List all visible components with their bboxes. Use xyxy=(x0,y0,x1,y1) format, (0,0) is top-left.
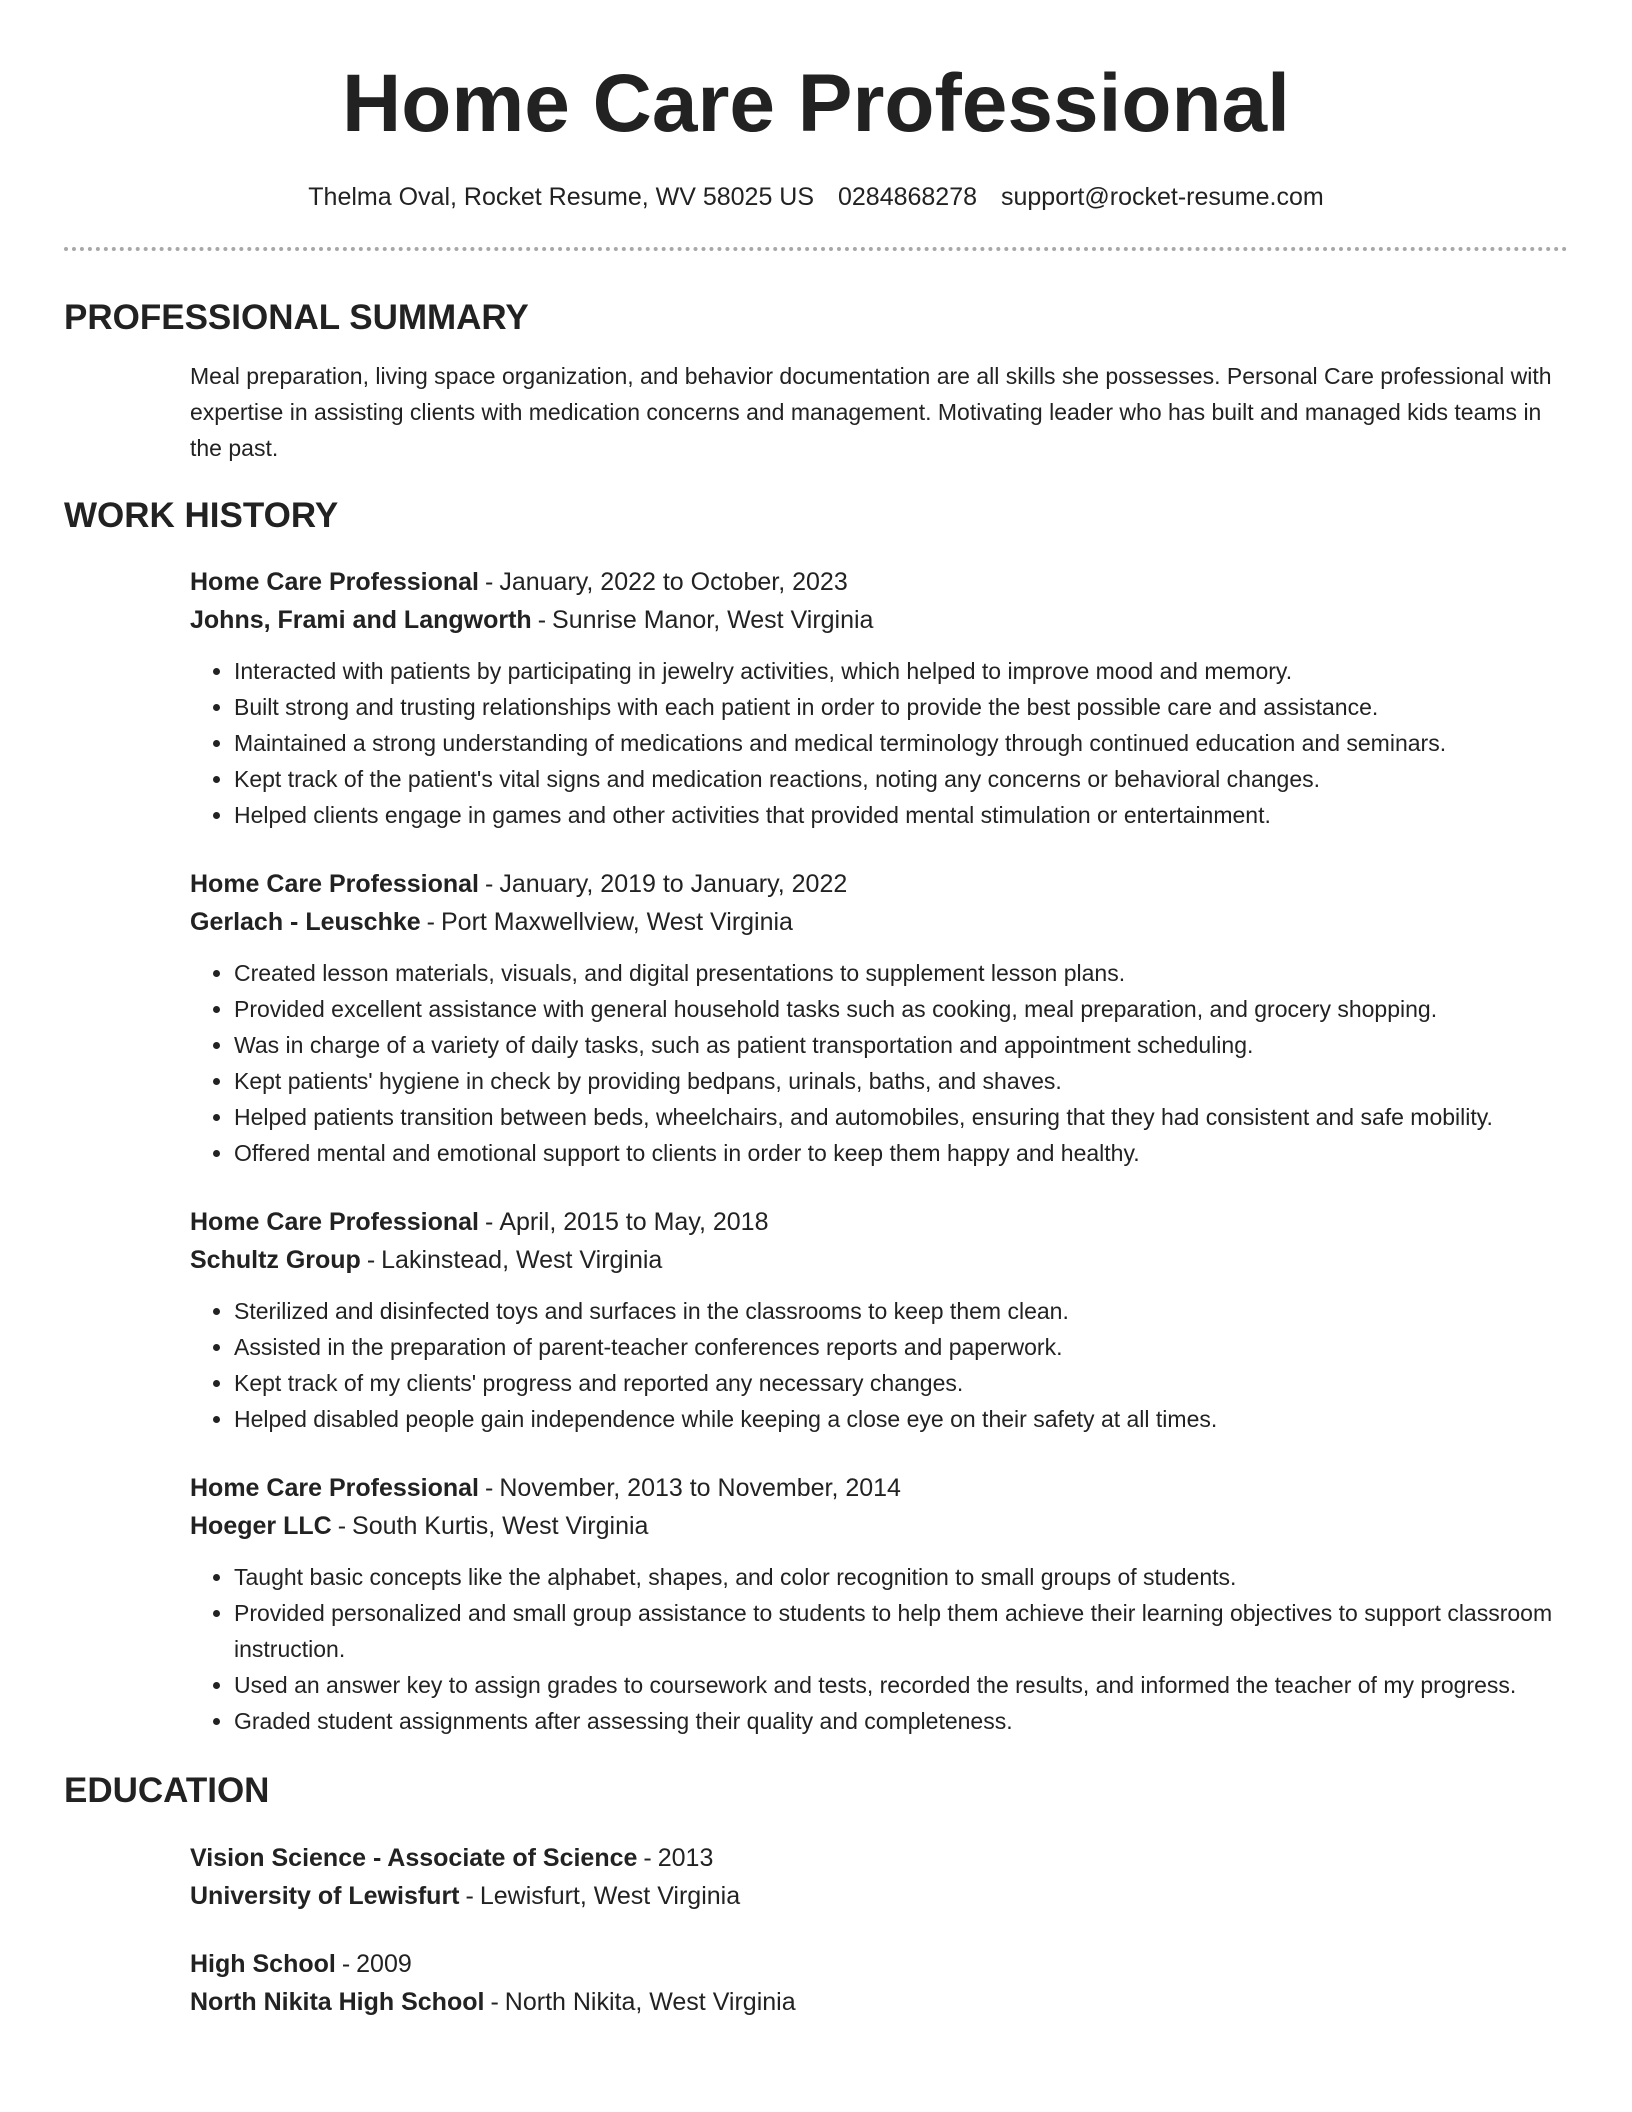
job-location: Sunrise Manor, West Virginia xyxy=(552,606,874,634)
job-entry xyxy=(190,1469,1568,1739)
education-location: North Nikita, West Virginia xyxy=(504,1988,796,2016)
job-bullet: • Created lesson materials, visuals, and digital presentations to supplement lesson plans. xyxy=(234,955,1568,991)
education-school: North Nikita High School xyxy=(190,1988,485,2016)
job-role: Home Care Professional xyxy=(190,1208,479,1236)
job-company-line: Johns, Frami and Langworth - Sunrise Manor, West Virginia xyxy=(190,606,874,634)
job-company-line: Hoeger LLC - South Kurtis, West Virginia xyxy=(190,1512,649,1540)
job-bullet: • Helped clients engage in games and other activities that provided mental stimulation or entertainment. xyxy=(234,797,1568,833)
job-bullet: • Graded student assignments after assessing their quality and completeness. xyxy=(234,1703,1568,1739)
contact-phone: 0284868278 xyxy=(837,183,978,211)
resume-page xyxy=(64,0,1568,2021)
education-school: University of Lewisfurt xyxy=(190,1882,460,1910)
contact-line xyxy=(64,181,1568,213)
education-entry xyxy=(190,1839,1568,1915)
job-bullet: • Interacted with patients by participating in jewelry activities, which helped to improve mood and memory. xyxy=(234,653,1568,689)
education-list xyxy=(190,1839,1568,2021)
job-company: Johns, Frami and Langworth xyxy=(190,606,532,634)
job-company: Hoeger LLC xyxy=(190,1512,332,1540)
job-company-line: Schultz Group - Lakinstead, West Virginia xyxy=(190,1246,663,1274)
education-degree-line: Vision Science - Associate of Science - 2013 xyxy=(190,1844,714,1872)
job-bullet: • Kept patients' hygiene in check by providing bedpans, urinals, baths, and shaves. xyxy=(234,1063,1568,1099)
education-school-line: North Nikita High School - North Nikita, West Virginia xyxy=(190,1988,796,2016)
job-role: Home Care Professional xyxy=(190,870,479,898)
job-bullets xyxy=(190,1559,1568,1739)
job-company-line: Gerlach - Leuschke - Port Maxwellview, West Virginia xyxy=(190,908,793,936)
job-role: Home Care Professional xyxy=(190,568,479,596)
job-bullets xyxy=(190,653,1568,833)
contact-email: support@rocket-resume.com xyxy=(1000,183,1324,211)
header-divider xyxy=(64,247,1568,251)
job-company: Gerlach - Leuschke xyxy=(190,908,421,936)
job-dates: April, 2015 to May, 2018 xyxy=(499,1208,769,1236)
job-entry xyxy=(190,865,1568,1171)
job-title-line: Home Care Professional - January, 2022 to October, 2023 xyxy=(190,568,848,596)
job-location: South Kurtis, West Virginia xyxy=(352,1512,649,1540)
job-bullet: • Helped patients transition between beds, wheelchairs, and automobiles, ensuring that they had consistent and safe mobility. xyxy=(234,1099,1568,1135)
education-location: Lewisfurt, West Virginia xyxy=(479,1882,741,1910)
education-year: 2009 xyxy=(356,1950,412,1978)
job-bullets xyxy=(190,1293,1568,1437)
job-title-line: Home Care Professional - April, 2015 to May, 2018 xyxy=(190,1208,769,1236)
education-heading: EDUCATION xyxy=(64,1771,270,1810)
job-bullet: • Kept track of my clients' progress and reported any necessary changes. xyxy=(234,1365,1568,1401)
education-entry xyxy=(190,1945,1568,2021)
resume-name: Home Care Professional xyxy=(342,58,1290,149)
job-location: Port Maxwellview, West Virginia xyxy=(440,908,793,936)
education-year: 2013 xyxy=(657,1844,714,1872)
work-history-heading: WORK HISTORY xyxy=(64,496,339,535)
job-bullets xyxy=(190,955,1568,1171)
job-bullet: • Provided personalized and small group assistance to students to help them achieve their learning objectives to support classroom instruction. xyxy=(234,1595,1568,1667)
job-dates: January, 2019 to January, 2022 xyxy=(499,870,848,898)
education-degree: Vision Science - Associate of Science xyxy=(190,1844,638,1872)
job-bullet: • Offered mental and emotional support to clients in order to keep them happy and healthy. xyxy=(234,1135,1568,1171)
job-role: Home Care Professional xyxy=(190,1474,479,1502)
job-bullet: • Used an answer key to assign grades to coursework and tests, recorded the results, and informed the teacher of my progress. xyxy=(234,1667,1568,1703)
job-bullet: • Provided excellent assistance with general household tasks such as cooking, meal preparation, and grocery shopping. xyxy=(234,991,1568,1027)
education-degree-line: High School - 2009 xyxy=(190,1950,412,1978)
job-bullet: • Assisted in the preparation of parent-teacher conferences reports and paperwork. xyxy=(234,1329,1568,1365)
job-bullet: • Sterilized and disinfected toys and surfaces in the classrooms to keep them clean. xyxy=(234,1293,1568,1329)
job-bullet: • Was in charge of a variety of daily tasks, such as patient transportation and appointment scheduling. xyxy=(234,1027,1568,1063)
education-degree: High School xyxy=(190,1950,336,1978)
job-bullet: • Helped disabled people gain independence while keeping a close eye on their safety at all times. xyxy=(234,1401,1568,1437)
job-title-line: Home Care Professional - November, 2013 to November, 2014 xyxy=(190,1474,901,1502)
job-location: Lakinstead, West Virginia xyxy=(381,1246,663,1274)
job-bullet: • Built strong and trusting relationships with each patient in order to provide the best possible care and assistance. xyxy=(234,689,1568,725)
job-dates: January, 2022 to October, 2023 xyxy=(499,568,848,596)
job-company: Schultz Group xyxy=(190,1246,361,1274)
summary-heading: PROFESSIONAL SUMMARY xyxy=(64,298,529,337)
work-history-list xyxy=(190,563,1568,1739)
job-dates: November, 2013 to November, 2014 xyxy=(499,1474,901,1502)
job-bullet: • Taught basic concepts like the alphabet, shapes, and color recognition to small groups of students. xyxy=(234,1559,1568,1595)
summary-text: Meal preparation, living space organization, and behavior documentation are all skills she possesses. Personal Care professional with expertise in assisting clients with medication concerns and management. Motivating leader who has built and managed kids teams in the past. xyxy=(190,363,1552,461)
job-entry xyxy=(190,1203,1568,1437)
contact-address: Thelma Oval, Rocket Resume, WV 58025 US xyxy=(308,183,815,211)
job-title-line: Home Care Professional - January, 2019 to January, 2022 xyxy=(190,870,848,898)
job-bullet: • Kept track of the patient's vital signs and medication reactions, noting any concerns or behavioral changes. xyxy=(234,761,1568,797)
education-school-line: University of Lewisfurt - Lewisfurt, West Virginia xyxy=(190,1882,741,1910)
job-entry xyxy=(190,563,1568,833)
job-bullet: • Maintained a strong understanding of medications and medical terminology through continued education and seminars. xyxy=(234,725,1568,761)
